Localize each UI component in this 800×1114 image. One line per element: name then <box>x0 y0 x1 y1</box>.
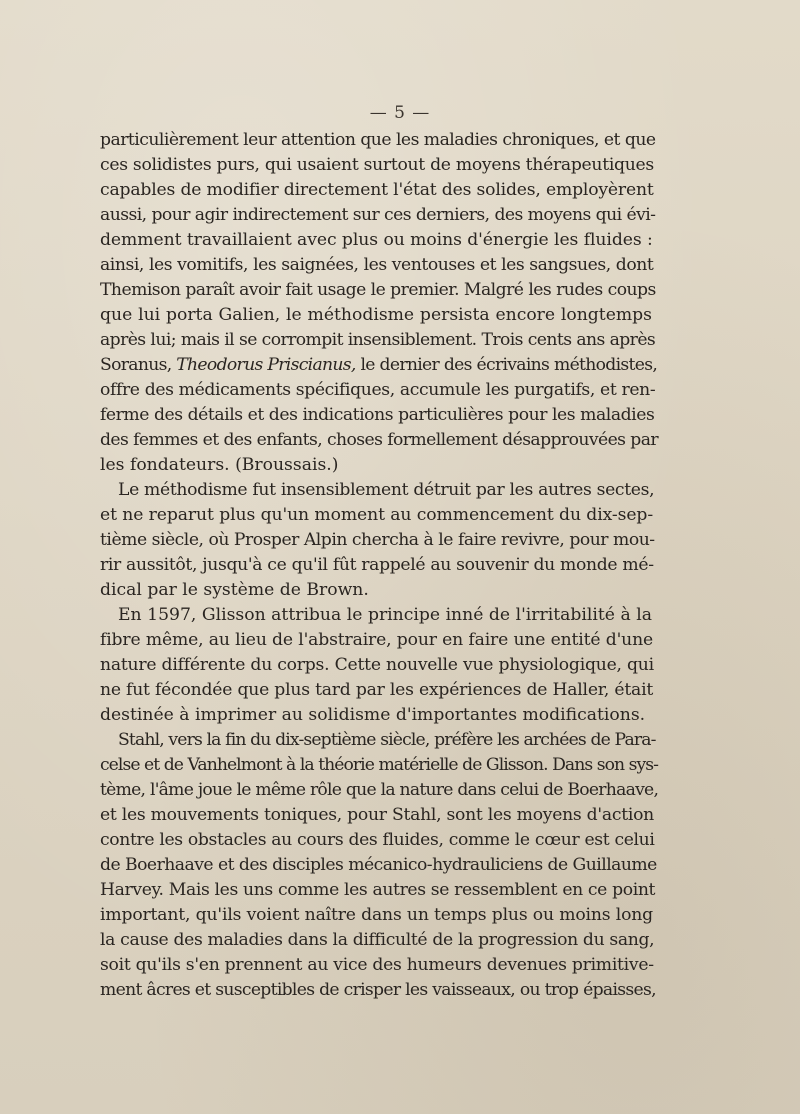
text-line: soit qu'ils s'en prennent au vice des humeurs devenues primitive- <box>100 955 654 975</box>
text-line: ferme des détails et des indications particulières pour les maladies <box>100 405 655 425</box>
text-line: particulièrement leur attention que les maladies chroniques, et que <box>100 130 656 150</box>
page-number: — 5 — <box>369 103 431 123</box>
text-line: dical par le système de Brown. <box>100 580 369 600</box>
text-line: contre les obstacles au cours des fluides, comme le cœur est celui <box>100 830 655 850</box>
text-line: ainsi, les vomitifs, les saignées, les ventouses et les sangsues, dont <box>100 255 654 275</box>
text-line: les fondateurs. (Broussais.) <box>100 455 339 475</box>
text-line: que lui porta Galien, le méthodisme persista encore longtemps <box>100 305 652 325</box>
text-line: Themison paraît avoir fait usage le premier. Malgré les rudes coups <box>100 280 656 300</box>
text-line: offre des médicaments spécifiques, accumule les purgatifs, et ren- <box>100 380 656 400</box>
text-line: rir aussitôt, jusqu'à ce qu'il fût rappelé au souvenir du monde mé- <box>100 555 654 575</box>
text-line: aussi, pour agir indirectement sur ces derniers, des moyens qui évi- <box>100 205 656 225</box>
text-line: la cause des maladies dans la difficulté de la progression du sang, <box>100 930 655 950</box>
italic-name: Theodorus Priscianus, <box>176 355 356 375</box>
body-text <box>100 128 659 1003</box>
text-line: et ne reparut plus qu'un moment au commencement du dix-sep- <box>100 505 654 525</box>
text-line: ces solidistes purs, qui usaient surtout de moyens thérapeutiques <box>100 155 654 175</box>
text-line: Le méthodisme fut insensiblement détruit par les autres sectes, <box>118 480 655 500</box>
text-line: après lui; mais il se corrompit insensiblement. Trois cents ans après <box>100 330 656 350</box>
text-line: demment travaillaient avec plus ou moins d'énergie les fluides : <box>100 230 653 250</box>
text-line: tème, l'âme joue le même rôle que la nature dans celui de Boerhaave, <box>100 780 659 800</box>
text-line: fibre même, au lieu de l'abstraire, pour en faire une entité d'une <box>100 630 654 650</box>
text-segment: Soranus, <box>100 355 177 375</box>
text-line: ne fut fécondée que plus tard par les expériences de Haller, était <box>100 680 654 700</box>
text-line <box>100 353 658 378</box>
text-line: tième siècle, où Prosper Alpin chercha à le faire revivre, pour mou- <box>100 530 655 550</box>
text-line: de Boerhaave et des disciples mécanico-hydrauliciens de Guillaume <box>100 855 657 875</box>
text-line: Harvey. Mais les uns comme les autres se ressemblent en ce point <box>100 880 656 900</box>
text-line: celse et de Vanhelmont à la théorie matérielle de Glisson. Dans son sys- <box>100 755 658 775</box>
text-line: capables de modifier directement l'état des solides, employèrent <box>100 180 654 200</box>
text-line: En 1597, Glisson attribua le principe inné de l'irritabilité à la <box>118 605 652 625</box>
text-line: destinée à imprimer au solidisme d'importantes modifications. <box>100 705 646 725</box>
text-line: des femmes et des enfants, choses formellement désapprouvées par <box>100 430 659 450</box>
text-line: Stahl, vers la fin du dix-septième siècle, préfère les archées de Para- <box>118 730 656 750</box>
text-segment: le dernier des écrivains méthodistes, <box>355 355 658 375</box>
text-line: important, qu'ils voient naître dans un temps plus ou moins long <box>100 905 654 925</box>
text-line: ment âcres et susceptibles de crisper les vaisseaux, ou trop épaisses, <box>100 980 656 1000</box>
text-line: et les mouvements toniques, pour Stahl, sont les moyens d'action <box>100 805 654 825</box>
text-line: nature différente du corps. Cette nouvelle vue physiologique, qui <box>100 655 654 675</box>
